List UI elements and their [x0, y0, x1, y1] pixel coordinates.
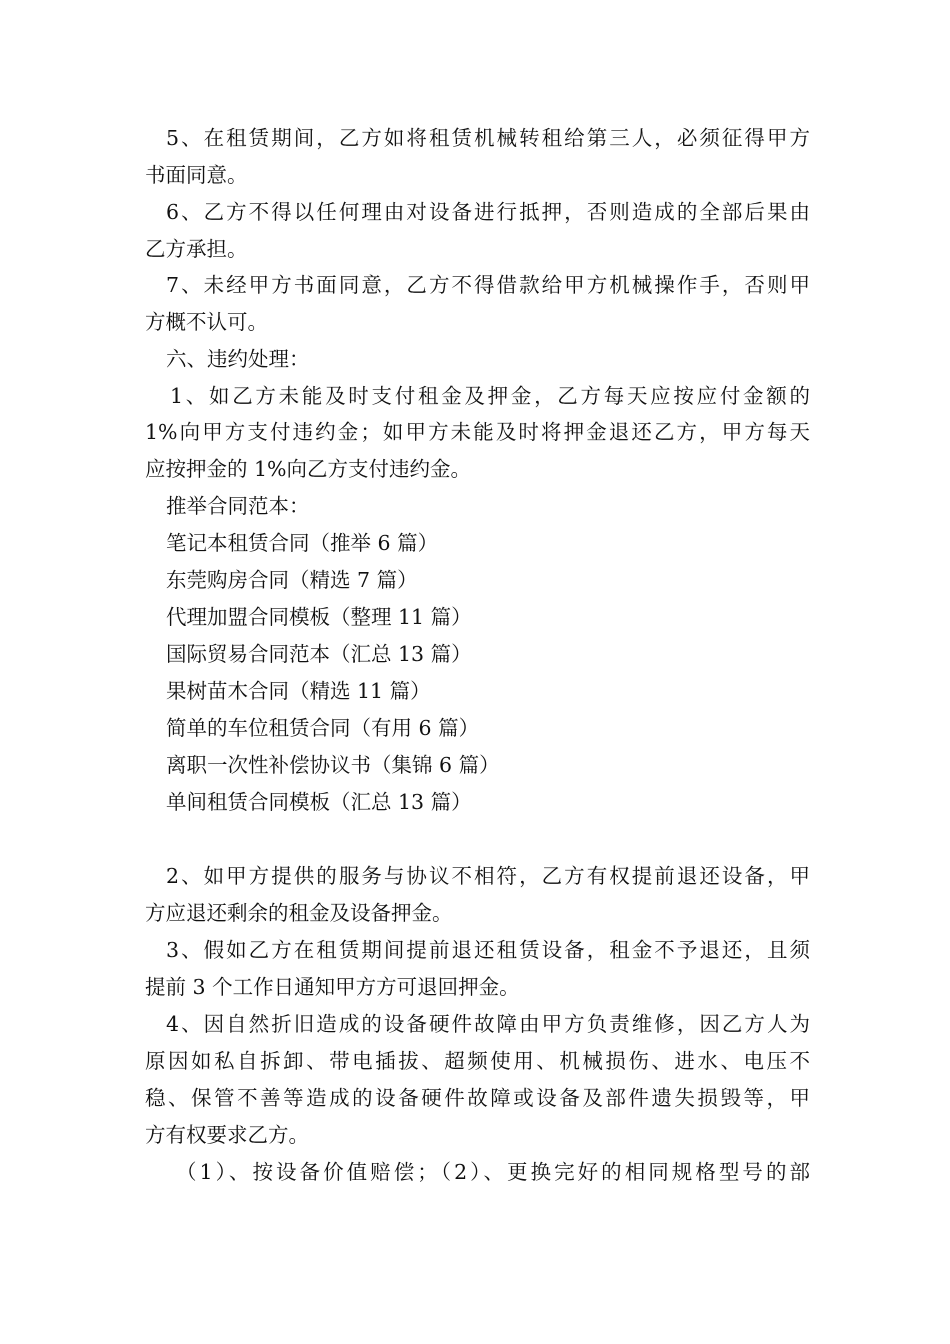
template-link-1: 笔记本租赁合同（推举 6 篇） — [166, 531, 439, 555]
recommended-templates-heading: 推举合同范本： — [166, 494, 310, 518]
clause-7-line-1: 7、未经甲方书面同意，乙方不得借款给甲方机械操作手，否则甲 — [166, 273, 810, 297]
template-link-2: 东莞购房合同（精选 7 篇） — [166, 568, 418, 592]
breach-clause-4-line-3: 稳、保管不善等造成的设备硬件故障或设备及部件遗失损毁等，甲 — [145, 1086, 810, 1110]
template-link-6: 简单的车位租赁合同（有用 6 篇） — [166, 716, 480, 740]
section-heading-breach: 六、违约处理： — [166, 347, 310, 371]
compensation-options-line: （1）、按设备价值赔偿；（2）、更换完好的相同规格型号的部 — [176, 1160, 810, 1184]
breach-clause-4-line-4: 方有权要求乙方。 — [145, 1123, 309, 1147]
template-link-5: 果树苗木合同（精选 11 篇） — [166, 679, 431, 703]
clause-5-line-1: 5、在租赁期间，乙方如将租赁机械转租给第三人，必须征得甲方 — [166, 126, 810, 150]
clause-6-line-1: 6、乙方不得以任何理由对设备进行抵押，否则造成的全部后果由 — [166, 200, 810, 224]
clause-5-line-2: 书面同意。 — [145, 163, 248, 187]
breach-clause-4-line-2: 原因如私自拆卸、带电插拔、超频使用、机械损伤、进水、电压不 — [145, 1049, 810, 1073]
template-link-8: 单间租赁合同模板（汇总 13 篇） — [166, 790, 472, 814]
template-link-7: 离职一次性补偿协议书（集锦 6 篇） — [166, 753, 500, 777]
breach-clause-3-line-1: 3、假如乙方在租赁期间提前退还租赁设备，租金不予退还，且须 — [166, 938, 810, 962]
breach-clause-1-line-1: 1、如乙方未能及时支付租金及押金，乙方每天应按应付金额的 — [170, 384, 810, 408]
template-link-4: 国际贸易合同范本（汇总 13 篇） — [166, 642, 472, 666]
breach-clause-3-line-2: 提前 3 个工作日通知甲方方可退回押金。 — [145, 975, 520, 999]
breach-clause-2-line-2: 方应退还剩余的租金及设备押金。 — [145, 901, 453, 925]
clause-6-line-2: 乙方承担。 — [145, 237, 248, 261]
breach-clause-1-line-3: 应按押金的 1%向乙方支付违约金。 — [145, 457, 472, 481]
clause-7-line-2: 方概不认可。 — [145, 310, 268, 334]
breach-clause-2-line-1: 2、如甲方提供的服务与协议不相符，乙方有权提前退还设备，甲 — [166, 864, 810, 888]
breach-clause-1-line-2: 1%向甲方支付违约金；如甲方未能及时将押金退还乙方，甲方每天 — [145, 420, 810, 444]
breach-clause-4-line-1: 4、因自然折旧造成的设备硬件故障由甲方负责维修，因乙方人为 — [166, 1012, 810, 1036]
template-link-3: 代理加盟合同模板（整理 11 篇） — [166, 605, 472, 629]
